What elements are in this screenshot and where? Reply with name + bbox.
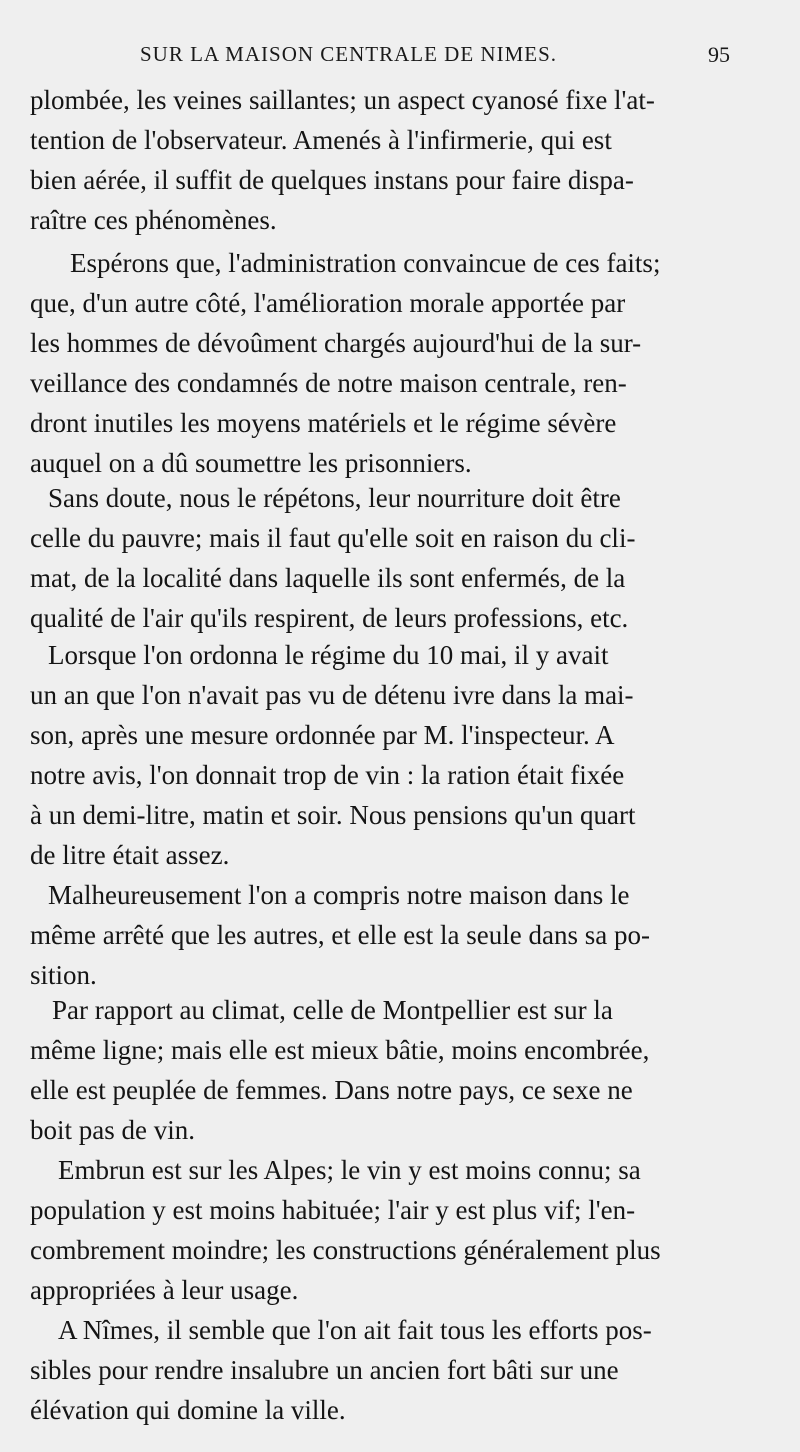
text-line: plombée, les veines saillantes; un aspect cyanosé fixe l'at- — [30, 85, 655, 115]
text-line: sibles pour rendre insalubre un ancien fort bâti sur une — [30, 1355, 619, 1385]
paragraph-start-line: Espérons que, l'administration convaincue de ces faits; — [70, 248, 661, 278]
text-line: tention de l'observateur. Amenés à l'infirmerie, qui est — [30, 125, 612, 155]
text-line: que, d'un autre côté, l'amélioration morale apportée par — [30, 288, 626, 318]
text-line: sition. — [30, 960, 97, 990]
running-header — [0, 42, 800, 78]
text-line: qualité de l'air qu'ils respirent, de leurs professions, etc. — [30, 603, 629, 633]
text-line: boit pas de vin. — [30, 1115, 195, 1145]
text-line: appropriées à leur usage. — [30, 1275, 299, 1305]
paragraph-start-line: Malheureusement l'on a compris notre maison dans le — [48, 880, 630, 910]
text-line: dront inutiles les moyens matériels et le régime sévère — [30, 408, 617, 438]
text-line: même ligne; mais elle est mieux bâtie, moins encombrée, — [30, 1035, 650, 1065]
text-line: son, après une mesure ordonnée par M. l'inspecteur. A — [30, 720, 615, 750]
paragraph-start-line: Embrun est sur les Alpes; le vin y est moins connu; sa — [58, 1155, 641, 1185]
paragraph-start-line: Lorsque l'on ordonna le régime du 10 mai, il y avait — [48, 640, 609, 670]
text-line: combrement moindre; les constructions généralement plus — [30, 1235, 661, 1265]
running-title: SUR LA MAISON CENTRALE DE NIMES. — [140, 42, 558, 66]
text-line: notre avis, l'on donnait trop de vin : la ration était fixée — [30, 760, 625, 790]
text-line: auquel on a dû soumettre les prisonniers. — [30, 448, 472, 478]
paragraph-start-line: A Nîmes, il semble que l'on ait fait tous les efforts pos- — [58, 1315, 652, 1345]
text-line: un an que l'on n'avait pas vu de détenu ivre dans la mai- — [30, 680, 634, 710]
text-line: les hommes de dévoûment chargés aujourd'hui de la sur- — [30, 328, 642, 358]
text-line: veillance des condamnés de notre maison centrale, ren- — [30, 368, 627, 398]
text-line: même arrêté que les autres, et elle est la seule dans sa po- — [30, 920, 650, 950]
text-line: raître ces phénomènes. — [30, 205, 277, 235]
paragraph-start-line: Sans doute, nous le répétons, leur nourriture doit être — [48, 483, 621, 513]
text-line: bien aérée, il suffit de quelques instans pour faire dispa- — [30, 165, 634, 195]
text-line: mat, de la localité dans laquelle ils sont enfermés, de la — [30, 563, 626, 593]
text-line: celle du pauvre; mais il faut qu'elle soit en raison du cli- — [30, 523, 636, 553]
page-number: 95 — [708, 42, 730, 67]
paragraph-start-line: Par rapport au climat, celle de Montpellier est sur la — [52, 995, 613, 1025]
text-line: de litre était assez. — [30, 840, 230, 870]
text-line: élévation qui domine la ville. — [30, 1395, 346, 1425]
text-line: elle est peuplée de femmes. Dans notre pays, ce sexe ne — [30, 1075, 633, 1105]
text-line: à un demi-litre, matin et soir. Nous pensions qu'un quart — [30, 800, 636, 830]
body-text — [30, 82, 770, 1432]
text-line: population y est moins habituée; l'air y est plus vif; l'en- — [30, 1195, 636, 1225]
